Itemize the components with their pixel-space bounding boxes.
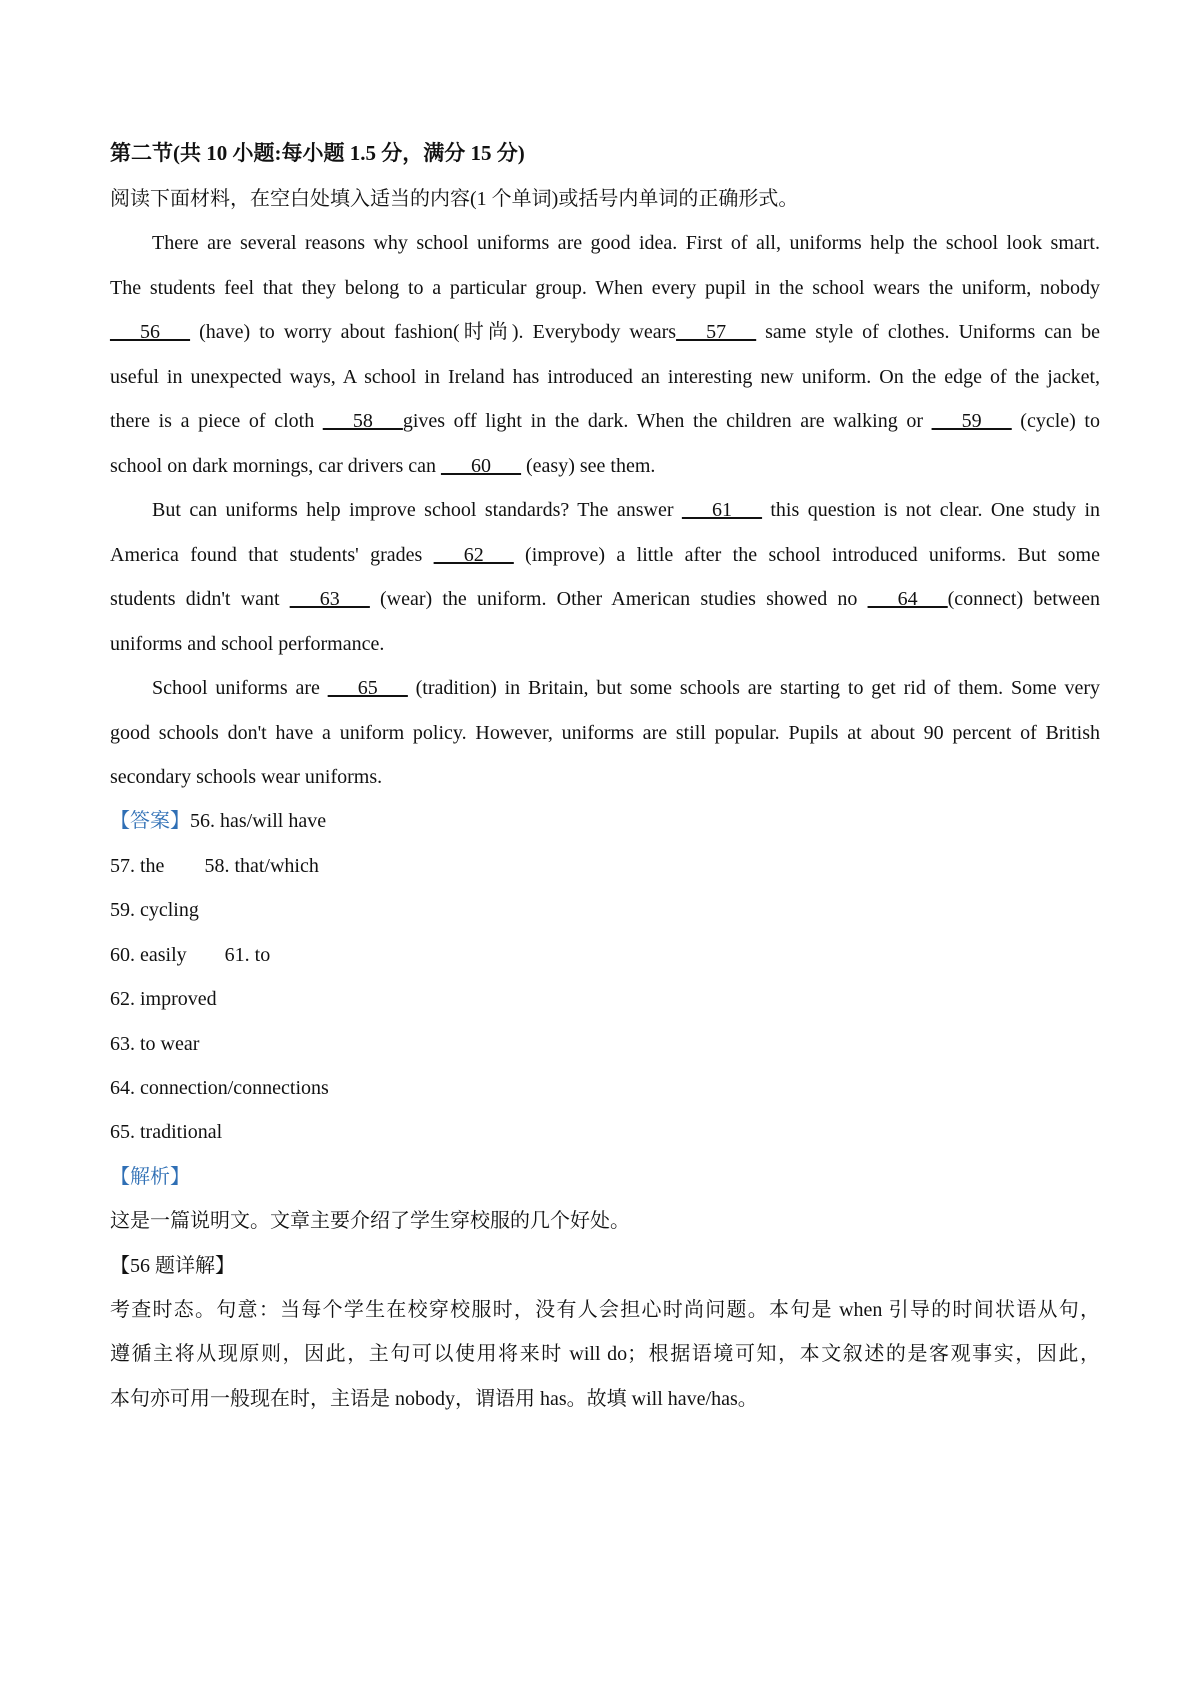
text: (cycle) to — [1011, 410, 1100, 432]
blank-61: ___61___ — [681, 499, 762, 521]
text: (have) to worry about fashion(时尚). Everybody wears — [190, 321, 677, 343]
passage-p1-line2: The students feel that they belong to a particular group. When every pupil in the school wears the uniform, nobody — [110, 277, 1100, 299]
passage-p2-line4: uniforms and school performance. — [110, 633, 385, 655]
answer-56: 56. has/will have — [190, 810, 327, 832]
text: (easy) see them. — [521, 455, 656, 477]
section-title: 第二节(共 10 小题:每小题 1.5 分，满分 15 分) — [110, 141, 525, 165]
text: (wear) the uniform. Other American studies showed no — [369, 588, 868, 610]
passage-p1-line1: There are several reasons why school uniforms are good idea. First of all, uniforms help the school look smart. — [152, 232, 1100, 254]
text: (improve) a little after the school introduced uniforms. But some — [513, 544, 1100, 566]
blank-57: ___57___ — [676, 321, 757, 343]
passage-p3-line2: good schools don't have a uniform policy. However, uniforms are still popular. Pupils at about 90 percent of British — [110, 722, 1100, 744]
detail-line-2: 遵循主将从现原则，因此，主句可以使用将来时 will do；根据语境可知，本文叙述的是客观事实，因此， — [110, 1343, 1100, 1365]
text: School uniforms are — [152, 677, 328, 699]
answer-63: 63. to wear — [110, 1033, 200, 1055]
text: (connect) between — [947, 588, 1100, 610]
detail-label: 【56 题详解】 — [110, 1255, 235, 1277]
text: (tradition) in Britain, but some schools are starting to get rid of them. Some very — [407, 677, 1101, 699]
passage-p1-line4: useful in unexpected ways, A school in Ireland has introduced an interesting new uniform. On the edge of the jacket, — [110, 366, 1100, 388]
answer-62: 62. improved — [110, 988, 217, 1010]
detail-line-1: 考查时态。句意：当每个学生在校穿校服时，没有人会担心时尚问题。本句是 when 引导的时间状语从句， — [110, 1299, 1100, 1321]
answer-61: 61. to — [224, 944, 271, 966]
passage-p1-line6 — [110, 453, 1100, 479]
passage-p1-line5 — [110, 408, 1100, 434]
analysis-summary: 这是一篇说明文。文章主要介绍了学生穿校服的几个好处。 — [110, 1210, 630, 1232]
text: there is a piece of cloth — [110, 410, 323, 432]
passage-p3-line1 — [110, 675, 1100, 701]
answer-58: 58. that/which — [204, 855, 319, 877]
blank-64: ___64___ — [867, 588, 948, 610]
passage-p3-line3: secondary schools wear uniforms. — [110, 766, 383, 788]
blank-60: ___60___ — [441, 455, 522, 477]
text: same style of clothes. Uniforms can be — [756, 321, 1101, 343]
answer-line-4 — [110, 942, 1100, 968]
passage-p2-line1 — [110, 497, 1100, 523]
text: school on dark mornings, car drivers can — [110, 455, 442, 477]
answer-60: 60. easily — [110, 944, 187, 966]
instruction: 阅读下面材料，在空白处填入适当的内容(1 个单词)或括号内单词的正确形式。 — [110, 188, 799, 210]
answer-59: 59. cycling — [110, 899, 199, 921]
answer-line-2 — [110, 853, 1100, 879]
text: gives off light in the dark. When the children are walking or — [402, 410, 932, 432]
text: students didn't want — [110, 588, 290, 610]
blank-65: ___65___ — [327, 677, 408, 699]
answer-57: 57. the — [110, 855, 165, 877]
text: But can uniforms help improve school standards? The answer — [152, 499, 682, 521]
blank-59: ___59___ — [931, 410, 1012, 432]
passage-p2-line3 — [110, 586, 1100, 612]
blank-56: ___56___ — [110, 321, 190, 343]
passage-p2-line2 — [110, 542, 1100, 568]
blank-58: ___58___ — [322, 410, 403, 432]
text: this question is not clear. One study in — [761, 499, 1100, 521]
text: America found that students' grades — [110, 544, 434, 566]
answer-label: 【答案】 — [110, 810, 190, 832]
answer-line-1 — [110, 808, 1100, 834]
blank-62: ___62___ — [433, 544, 514, 566]
answer-64: 64. connection/connections — [110, 1077, 329, 1099]
blank-63: ___63___ — [289, 588, 370, 610]
answer-65: 65. traditional — [110, 1121, 223, 1143]
analysis-label: 【解析】 — [110, 1166, 190, 1188]
detail-line-3: 本句亦可用一般现在时，主语是 nobody，谓语用 has。故填 will have/has。 — [110, 1388, 758, 1410]
passage-p1-line3 — [110, 319, 1100, 345]
